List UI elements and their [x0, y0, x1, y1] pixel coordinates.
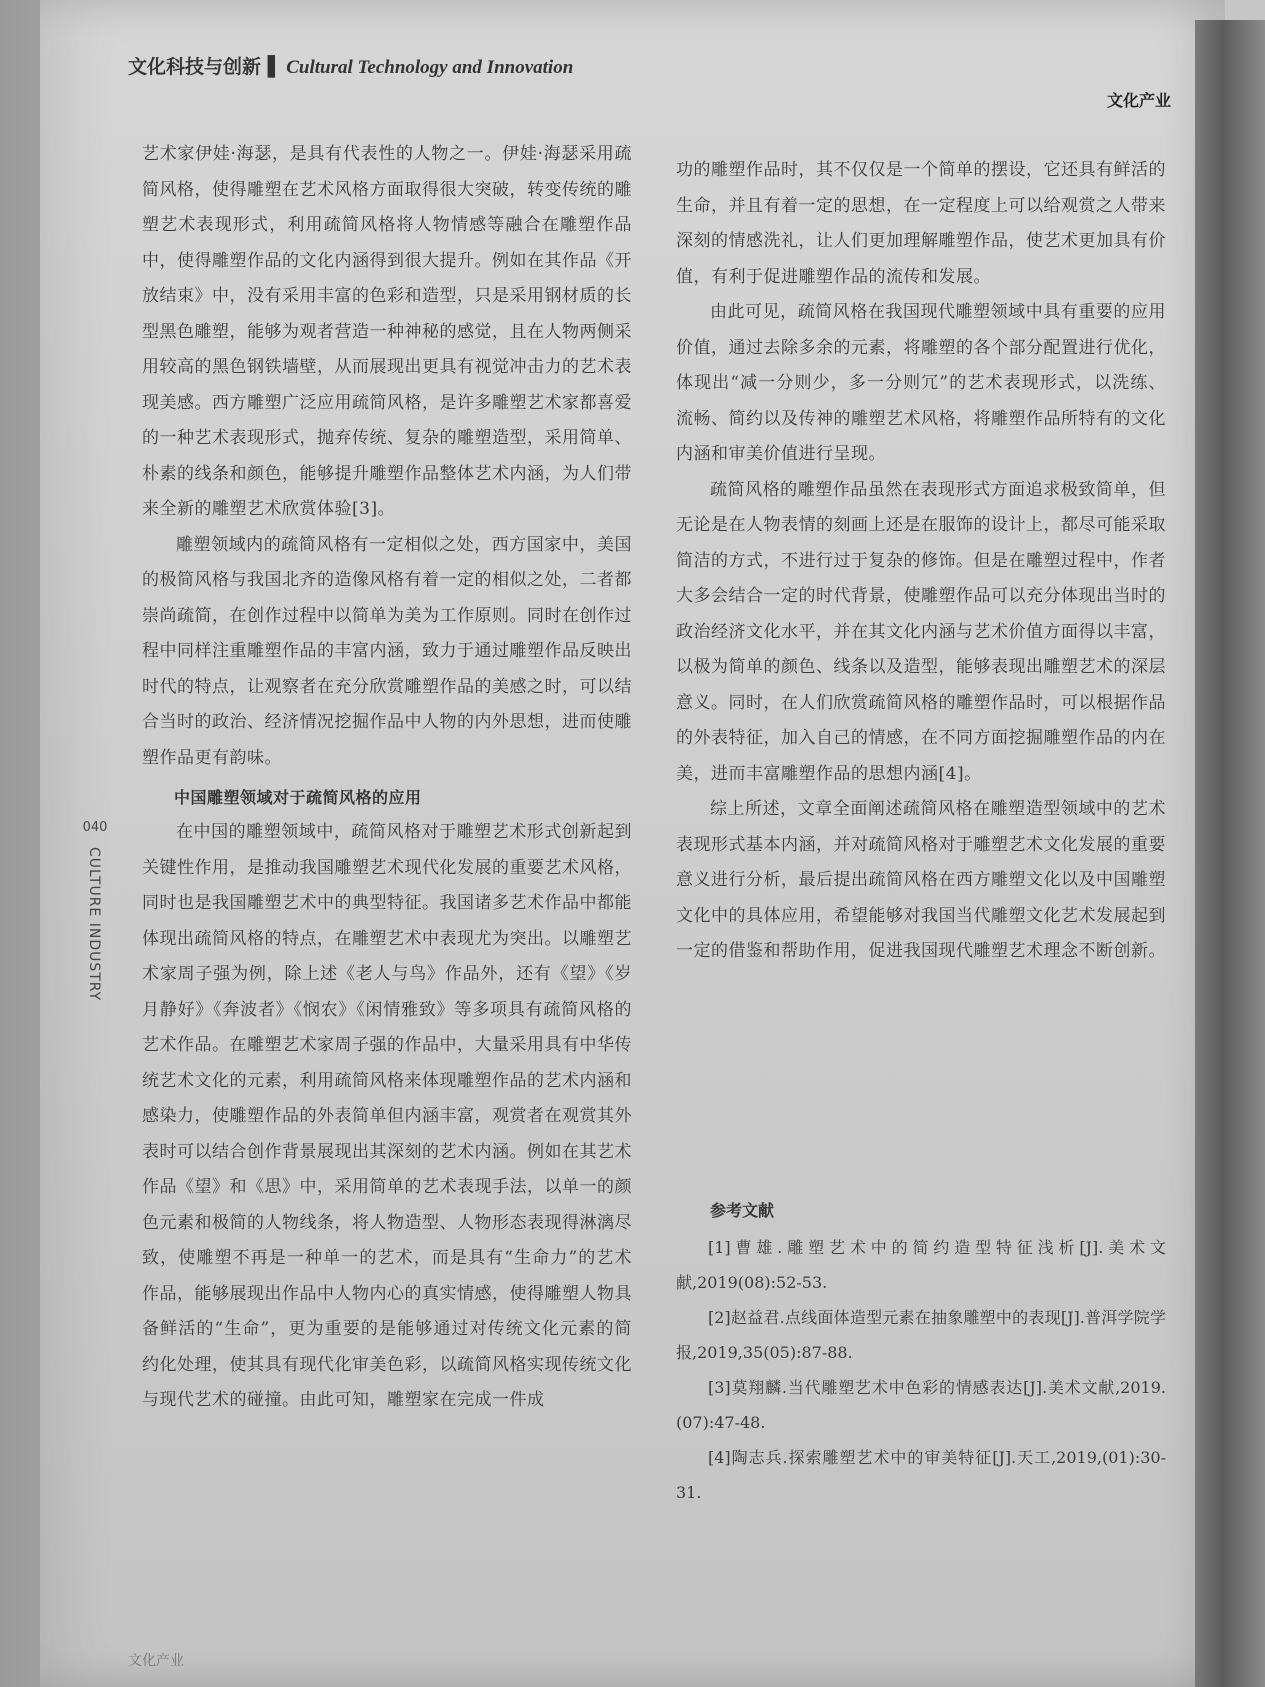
header-cn-title: 文化科技与创新	[128, 56, 262, 78]
reference-item: [4]陶志兵.探索雕塑艺术中的审美特征[J].天工,2019,(01):30-31.	[676, 1448, 1166, 1502]
paragraph: 综上所述，文章全面阐述疏简风格在雕塑造型领域中的艺术表现形式基本内涵，并对疏简风格对于雕塑艺术文化发展的重要意义进行分析，最后提出疏简风格在西方雕塑文化以及中国雕塑文化中的具体应用，希望能够对我国当代雕塑文化艺术发展起到一定的借鉴和帮助作用，促进我国现代雕塑艺术理念不断创新。	[676, 799, 1166, 961]
right-column	[676, 153, 1166, 970]
left-column	[142, 137, 632, 1419]
references-title: 参考文献	[710, 1201, 775, 1220]
header-separator: ▌	[261, 56, 283, 78]
page-sidebar	[82, 820, 108, 1001]
references-section	[676, 1193, 1166, 1510]
reference-item: [2]赵益君.点线面体造型元素在抽象雕塑中的表现[J].普洱学院学报,2019,35(05):87-88.	[676, 1308, 1166, 1362]
running-header	[128, 52, 573, 79]
reference-item: [3]莫翔麟.当代雕塑艺术中色彩的情感表达[J].美术文献,2019.(07):47-48.	[676, 1378, 1166, 1432]
reference-item: [1]曹雄.雕塑艺术中的简约造型特征浅析[J].美术文献,2019(08):52-53.	[676, 1238, 1166, 1292]
paragraph: 艺术家伊娃·海瑟，是具有代表性的人物之一。伊娃·海瑟采用疏简风格，使得雕塑在艺术风格方面取得很大突破，转变传统的雕塑艺术表现形式，利用疏简风格将人物情感等融合在雕塑作品中，使得雕塑作品的文化内涵得到很大提升。例如在其作品《开放结束》中，没有采用丰富的色彩和造型，只是采用钢材质的长型黑色雕塑，能够为观者营造一种神秘的感觉，且在人物两侧采用较高的黑色钢铁墙壁，从而展现出更具有视觉冲击力的艺术表现美感。西方雕塑广泛应用疏简风格，是许多雕塑艺术家都喜爱的一种艺术表现形式，抛弃传统、复杂的雕塑造型，采用简单、朴素的线条和颜色，能够提升雕塑作品整体艺术内涵，为人们带来全新的雕塑艺术欣赏体验[3]。	[142, 144, 632, 519]
journal-name-vertical: CULTURE INDUSTRY	[86, 847, 102, 1002]
page-binding-edge	[1195, 20, 1265, 1687]
section-heading: 中国雕塑领域对于疏简风格的应用	[174, 788, 422, 807]
section-label: 文化产业	[1107, 91, 1172, 110]
paragraph: 疏简风格的雕塑作品虽然在表现形式方面追求极致简单，但无论是在人物表情的刻画上还是在服饰的设计上，都尽可能采取简洁的方式，不进行过于复杂的修饰。但是在雕塑过程中，作者大多会结合一定的时代背景，使雕塑作品可以充分体现出当时的政治经济文化水平，并在其文化内涵与艺术价值方面得以丰富，以极为简单的颜色、线条以及造型，能够表现出雕塑艺术的深层意义。同时，在人们欣赏疏简风格的雕塑作品时，可以根据作品的外表特征，加入自己的情感，在不同方面挖掘雕塑作品的内在美，进而丰富雕塑作品的思想内涵[4]。	[676, 479, 1166, 784]
page-footer: 文化产业	[128, 1653, 184, 1669]
paragraph: 雕塑领域内的疏简风格有一定相似之处，西方国家中，美国的极简风格与我国北齐的造像风格有着一定的相似之处，二者都崇尚疏简，在创作过程中以简单为美为工作原则。同时在创作过程中同样注重雕塑作品的丰富内涵，致力于通过雕塑作品反映出时代的特点，让观察者在充分欣赏雕塑作品的美感之时，可以结合当时的政治、经济情况挖掘作品中人物的内外思想，进而使雕塑作品更有韵味。	[142, 534, 632, 768]
paragraph: 由此可见，疏简风格在我国现代雕塑领域中具有重要的应用价值，通过去除多余的元素，将雕塑的各个部分配置进行优化，体现出“减一分则少，多一分则冗”的艺术表现形式，以洗练、流畅、简约以及传神的雕塑艺术风格，将雕塑作品所特有的文化内涵和审美价值进行呈现。	[676, 302, 1166, 464]
paragraph: 在中国的雕塑领域中，疏简风格对于雕塑艺术形式创新起到关键性作用，是推动我国雕塑艺术现代化发展的重要艺术风格，同时也是我国雕塑艺术中的典型特征。我国诸多艺术作品中都能体现出疏简风格的特点，在雕塑艺术中表现尤为突出。以雕塑艺术家周子强为例，除上述《老人与鸟》作品外，还有《望》《岁月静好》《奔波者》《悯农》《闲情雅致》等多项具有疏简风格的艺术作品。在雕塑艺术家周子强的作品中，大量采用具有中华传统艺术文化的元素，利用疏简风格来体现雕塑作品的艺术内涵和感染力，使雕塑作品的外表简单但内涵丰富，观赏者在观赏其外表时可以结合创作背景展现出其深刻的艺术内涵。例如在其艺术作品《望》和《思》中，采用简单的艺术表现手法，以单一的颜色元素和极简的人物线条，将人物造型、人物形态表现得淋漓尽致，使雕塑不再是一种单一的艺术，而是具有“生命力”的艺术作品，能够展现出作品中人物内心的真实情感，使得雕塑人物具备鲜活的“生命”，更为重要的是能够通过对传统文化元素的简约化处理，使其具有现代化审美色彩，以疏简风格实现传统文化与现代艺术的碰撞。由此可知，雕塑家在完成一件成	[142, 822, 632, 1410]
header-en-title: Cultural Technology and Innovation	[286, 57, 574, 78]
paragraph: 功的雕塑作品时，其不仅仅是一个简单的摆设，它还具有鲜活的生命，并且有着一定的思想，在一定程度上可以给观赏之人带来深刻的情感洗礼，让人们更加理解雕塑作品，使艺术更加具有价值，有利于促进雕塑作品的流传和发展。	[676, 160, 1166, 287]
page-number: 040	[82, 820, 108, 835]
